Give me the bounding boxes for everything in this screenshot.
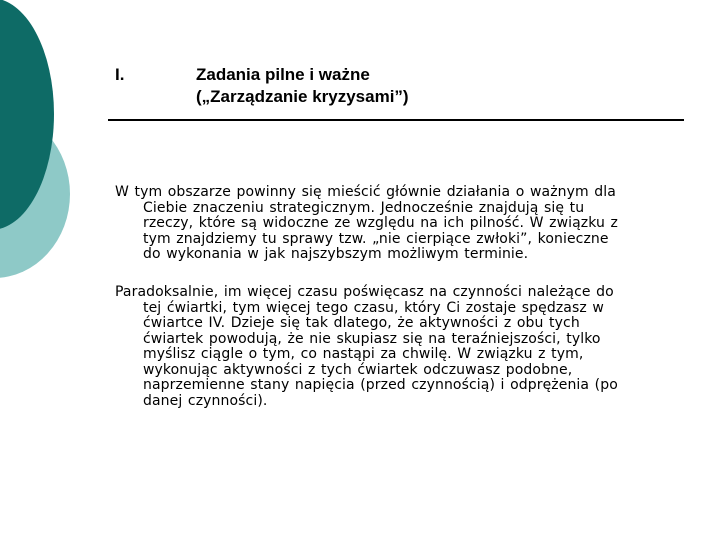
section-title <box>196 64 656 108</box>
paragraph-line: do wykonania w jak najszybszym możliwym terminie. <box>143 246 529 262</box>
section-title-line: Zadania pilne i ważne <box>196 65 370 84</box>
section-title-line: („Zarządzanie kryzysami”) <box>196 87 409 106</box>
paragraph-line: rzeczy, które są widoczne ze względu na ich pilność. W związku z <box>143 215 618 231</box>
paragraph-line: Paradoksalnie, im więcej czasu poświęcasz na czynności należące do <box>115 284 614 300</box>
section-number: I. <box>115 65 125 84</box>
paragraph-line: tej ćwiartki, tym więcej tego czasu, który Ci zostaje spędzasz w <box>143 299 604 316</box>
paragraph-line: W tym obszarze powinny się mieścić głównie działania o ważnym dla <box>115 184 616 200</box>
paragraph-line: danej czynności). <box>143 392 268 409</box>
paragraph-line: wykonując aktywności z tych ćwiartek odczuwasz podobne, <box>143 361 573 378</box>
paragraph-line: Ciebie znaczeniu strategicznym. Jednocześnie znajdują się tu <box>143 199 585 216</box>
title-underline-divider <box>108 119 684 121</box>
paragraph-line: ćwiartce IV. Dzieje się tak dlatego, że aktywności z obu tych <box>143 315 580 331</box>
paragraph-line: naprzemienne stany napięcia (przed czynnością) i odprężenia (po <box>143 377 618 393</box>
body-paragraph-2 <box>115 285 677 409</box>
paragraph-line: ćwiartek powodują, że nie skupiasz się na teraźniejszości, tylko <box>143 330 601 347</box>
paragraph-line: myślisz ciągle o tym, co nastąpi za chwilę. W związku z tym, <box>143 346 584 362</box>
body-paragraph-1 <box>115 185 677 263</box>
paragraph-line: tym znajdziemy tu sprawy tzw. „nie cierpiące zwłoki”, konieczne <box>143 230 609 247</box>
